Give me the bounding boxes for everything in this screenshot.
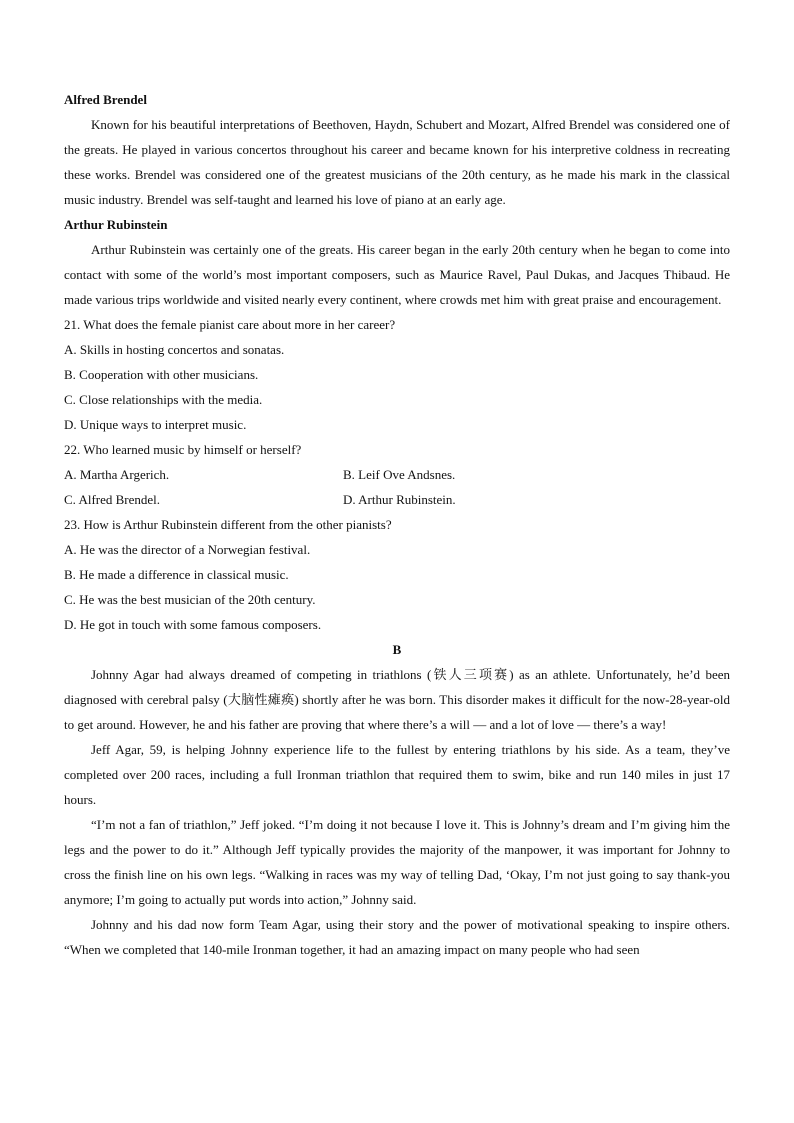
question-21-option-c: C. Close relationships with the media. <box>64 392 263 407</box>
question-21-stem: 21. What does the female pianist care about more in her career? <box>64 317 396 332</box>
question-22-stem: 22. Who learned music by himself or herself? <box>64 442 302 457</box>
question-23-option-c: C. He was the best musician of the 20th century. <box>64 592 316 607</box>
question-22-option-c: C. Alfred Brendel. <box>64 492 161 507</box>
question-22-option-d: D. Arthur Rubinstein. <box>343 492 456 507</box>
passage-b-paragraph-1: Johnny Agar had always dreamed of competing in triathlons (铁人三项赛) as an athlete. Unfortunately, he’d been diagnosed with cerebral palsy (大脑性瘫痪) shortly after he was born. This disorder makes it difficult for the now-28-year-old to get around. However, he and his father are proving that where there’s a will — and a lot of love — there’s a way! <box>64 667 730 732</box>
paragraph-rubinstein: Arthur Rubinstein was certainly one of the greats. His career began in the early 20th century when he began to come into contact with some of the world’s most important composers, such as Maurice Ravel, Paul Dukas, and Jacques Thibaud. He made various trips worldwide and visited nearly every continent, where crowds met him with great praise and encouragement. <box>64 242 730 307</box>
question-23-option-b: B. He made a difference in classical music. <box>64 567 289 582</box>
question-23-option-d: D. He got in touch with some famous composers. <box>64 617 322 632</box>
question-22-options-row-2 <box>64 487 730 512</box>
question-21-option-b: B. Cooperation with other musicians. <box>64 367 259 382</box>
question-21-option-a: A. Skills in hosting concertos and sonatas. <box>64 342 285 357</box>
question-22-option-b: B. Leif Ove Andsnes. <box>343 467 456 482</box>
section-heading-rubinstein: Arthur Rubinstein <box>64 217 168 232</box>
question-23-option-a: A. He was the director of a Norwegian festival. <box>64 542 311 557</box>
paragraph-brendel: Known for his beautiful interpretations of Beethoven, Haydn, Schubert and Mozart, Alfred Brendel was considered one of the greats. He played in various concertos throughout his career and became known for his interpretive coldness in recreating these works. Brendel was considered one of the greatest musicians of the 20th century, as he made his mark in the classical music industry. Brendel was self-taught and learned his love of piano at an early age. <box>64 117 730 207</box>
passage-b-paragraph-2: Jeff Agar, 59, is helping Johnny experience life to the fullest by entering triathlons by his side. As a team, they’ve completed over 200 races, including a full Ironman triathlon that required them to swim, bike and run 140 miles in just 17 hours. <box>64 742 730 807</box>
passage-b-paragraph-4: Johnny and his dad now form Team Agar, using their story and the power of motivational speaking to inspire others. “When we completed that 140-mile Ironman together, it had an amazing impact on many people who had seen <box>64 917 730 957</box>
question-22-options-row-1 <box>64 462 730 487</box>
question-22-option-a: A. Martha Argerich. <box>64 467 170 482</box>
passage-b-paragraph-3: “I’m not a fan of triathlon,” Jeff joked. “I’m doing it not because I love it. This is Johnny’s dream and I’m giving him the legs and the power to do it.” Although Jeff typically provides the majority of the manpower, it was important for Johnny to cross the finish line on his own legs. “Walking in races was my way of telling Dad, ‘Okay, I’m not just going to say thank-you anymore; I’m going to actually put words into action,” Johnny said. <box>64 817 730 907</box>
section-heading-brendel: Alfred Brendel <box>64 92 147 107</box>
question-23-stem: 23. How is Arthur Rubinstein different from the other pianists? <box>64 517 392 532</box>
document-page <box>64 87 730 962</box>
question-21-option-d: D. Unique ways to interpret music. <box>64 417 247 432</box>
passage-b-letter: B <box>392 642 402 657</box>
